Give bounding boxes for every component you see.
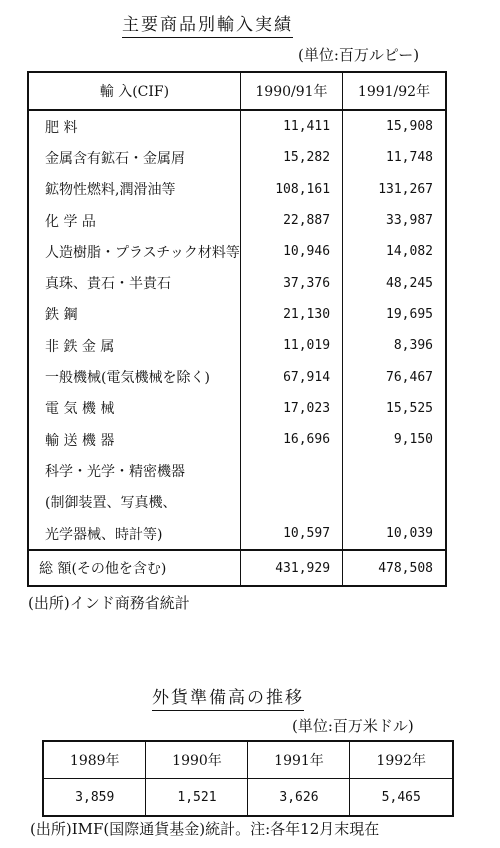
table-row [28, 110, 446, 142]
col-header-1990: 1990/91年 [240, 72, 342, 110]
imports-unit: (単位:百万ルピー) [298, 46, 420, 64]
reserves-table [42, 740, 454, 817]
total-label: 総 額(その他を含む) [28, 550, 240, 586]
table-row [28, 205, 446, 236]
value-1989: 3,859 [43, 779, 146, 817]
total-row [28, 550, 446, 586]
value-1991: 15,908 [343, 110, 446, 142]
value-1990: 37,376 [240, 267, 342, 298]
item-label: 一般機械(電気機械を除く) [45, 370, 210, 387]
col-header-1991: 1991/92年 [343, 72, 446, 110]
reserves-year-row [43, 741, 453, 779]
reserves-title: 外貨準備高の推移 [152, 683, 304, 711]
imports-body [28, 110, 446, 586]
value-1990: 11,411 [240, 110, 342, 142]
reserves-source: (出所)IMF(国際通貨基金)統計。注:各年12月末現在 [30, 820, 380, 838]
item-label: 鉄 鋼 [45, 307, 78, 324]
value-1990: 22,887 [240, 205, 342, 236]
value-1990: 11,019 [240, 330, 342, 361]
table-row [28, 174, 446, 205]
item-label: 科学・光学・精密機器 [45, 463, 185, 480]
value-1991: 76,467 [343, 361, 446, 392]
item-label: 光学器械、時計等) [45, 526, 163, 543]
table-row [28, 518, 446, 550]
table-row [28, 393, 446, 424]
value-1990: 67,914 [240, 361, 342, 392]
value-1991: 10,039 [343, 518, 446, 550]
table-row [28, 424, 446, 455]
value-1992: 5,465 [350, 779, 453, 817]
item-label: 非 鉄 金 属 [45, 338, 115, 355]
item-label: 金属含有鉱石・金属屑 [45, 150, 185, 167]
table-row [28, 267, 446, 298]
value-1991: 33,987 [343, 205, 446, 236]
reserves-unit: (単位:百万米ドル) [292, 717, 414, 735]
item-label: 真珠、貴石・半貴石 [45, 276, 171, 293]
year-1991: 1991年 [248, 741, 350, 779]
value-1991: 11,748 [343, 142, 446, 173]
value-1991 [343, 487, 446, 518]
value-1990 [240, 487, 342, 518]
table-row [28, 361, 446, 392]
table-row [28, 299, 446, 330]
imports-title: 主要商品別輸入実績 [122, 10, 293, 38]
item-label: 肥 料 [45, 119, 78, 136]
year-1990: 1990年 [146, 741, 248, 779]
item-label: 輸 送 機 器 [45, 432, 115, 449]
value-1991: 3,626 [248, 779, 350, 817]
value-1990: 21,130 [240, 299, 342, 330]
imports-header-row [28, 72, 446, 110]
item-label: 人造樹脂・プラスチック材料等 [45, 244, 240, 261]
year-1992: 1992年 [350, 741, 453, 779]
value-1991: 9,150 [343, 424, 446, 455]
reserves-value-row [43, 779, 453, 817]
value-1991: 14,082 [343, 236, 446, 267]
value-1991: 19,695 [343, 299, 446, 330]
year-1989: 1989年 [43, 741, 146, 779]
item-label: 電 気 機 械 [45, 401, 115, 418]
value-1991: 15,525 [343, 393, 446, 424]
imports-source: (出所)インド商務省統計 [28, 594, 190, 612]
value-1991: 131,267 [343, 174, 446, 205]
value-1990: 108,161 [240, 174, 342, 205]
table-row [28, 455, 446, 486]
value-1991: 8,396 [343, 330, 446, 361]
value-1990: 10,597 [240, 518, 342, 550]
value-1991: 48,245 [343, 267, 446, 298]
item-label: 化 学 品 [45, 213, 96, 230]
value-1990 [240, 455, 342, 486]
value-1990: 17,023 [240, 393, 342, 424]
table-row [28, 487, 446, 518]
table-row [28, 142, 446, 173]
item-label: 鉱物性燃料,潤滑油等 [45, 182, 176, 199]
value-1991 [343, 455, 446, 486]
value-1990: 16,696 [240, 424, 342, 455]
imports-table [27, 71, 447, 587]
table-row [28, 330, 446, 361]
value-1990: 1,521 [146, 779, 248, 817]
table-row [28, 236, 446, 267]
col-header-item: 輸 入(CIF) [28, 72, 240, 110]
value-1990: 15,282 [240, 142, 342, 173]
total-1991: 478,508 [343, 550, 446, 586]
total-1990: 431,929 [240, 550, 342, 586]
value-1990: 10,946 [240, 236, 342, 267]
item-label: (制御装置、写真機、 [45, 495, 177, 512]
